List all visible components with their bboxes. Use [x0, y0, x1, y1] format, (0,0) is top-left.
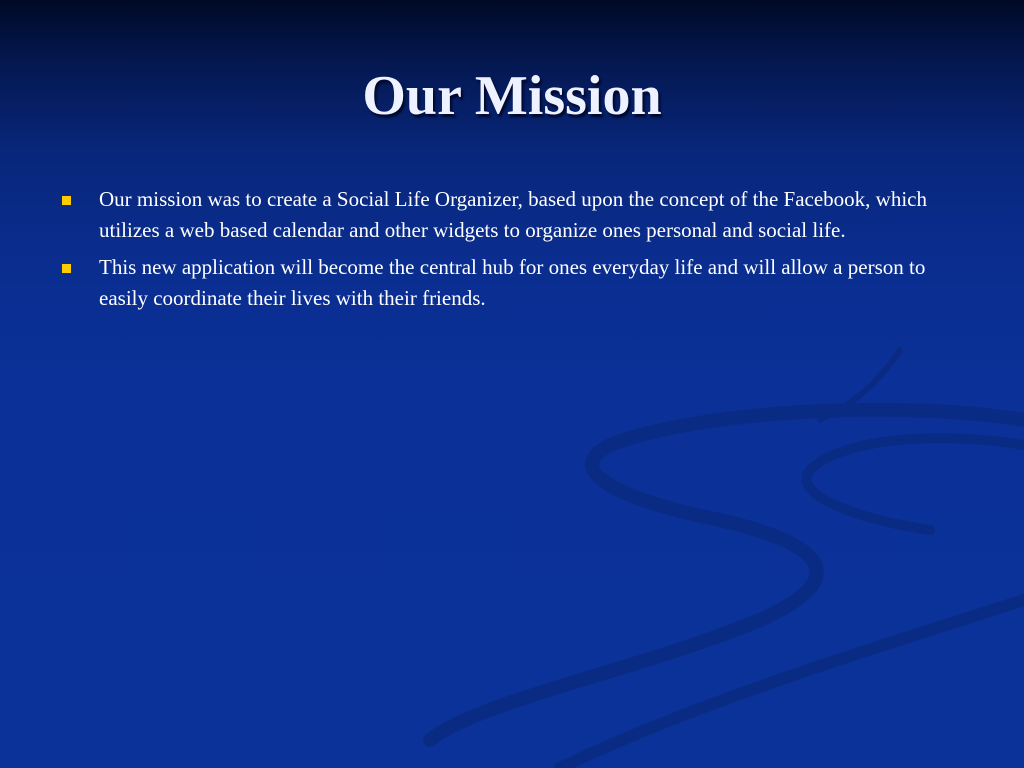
- slide-title: Our Mission: [362, 65, 662, 127]
- bullet-item: [60, 184, 960, 246]
- square-bullet-icon: [62, 264, 71, 273]
- bullet-text: Our mission was to create a Social Life Organizer, based upon the concept of the Facebook, which utilizes a web based calendar and other widgets to organize ones personal and social life.: [99, 187, 928, 242]
- square-bullet-icon: [62, 196, 71, 205]
- bullet-item: [60, 252, 960, 314]
- bullet-text: This new application will become the central hub for ones everyday life and will allow a person to easily coordinate their lives with their friends.: [99, 255, 926, 310]
- bullet-list: [60, 184, 960, 320]
